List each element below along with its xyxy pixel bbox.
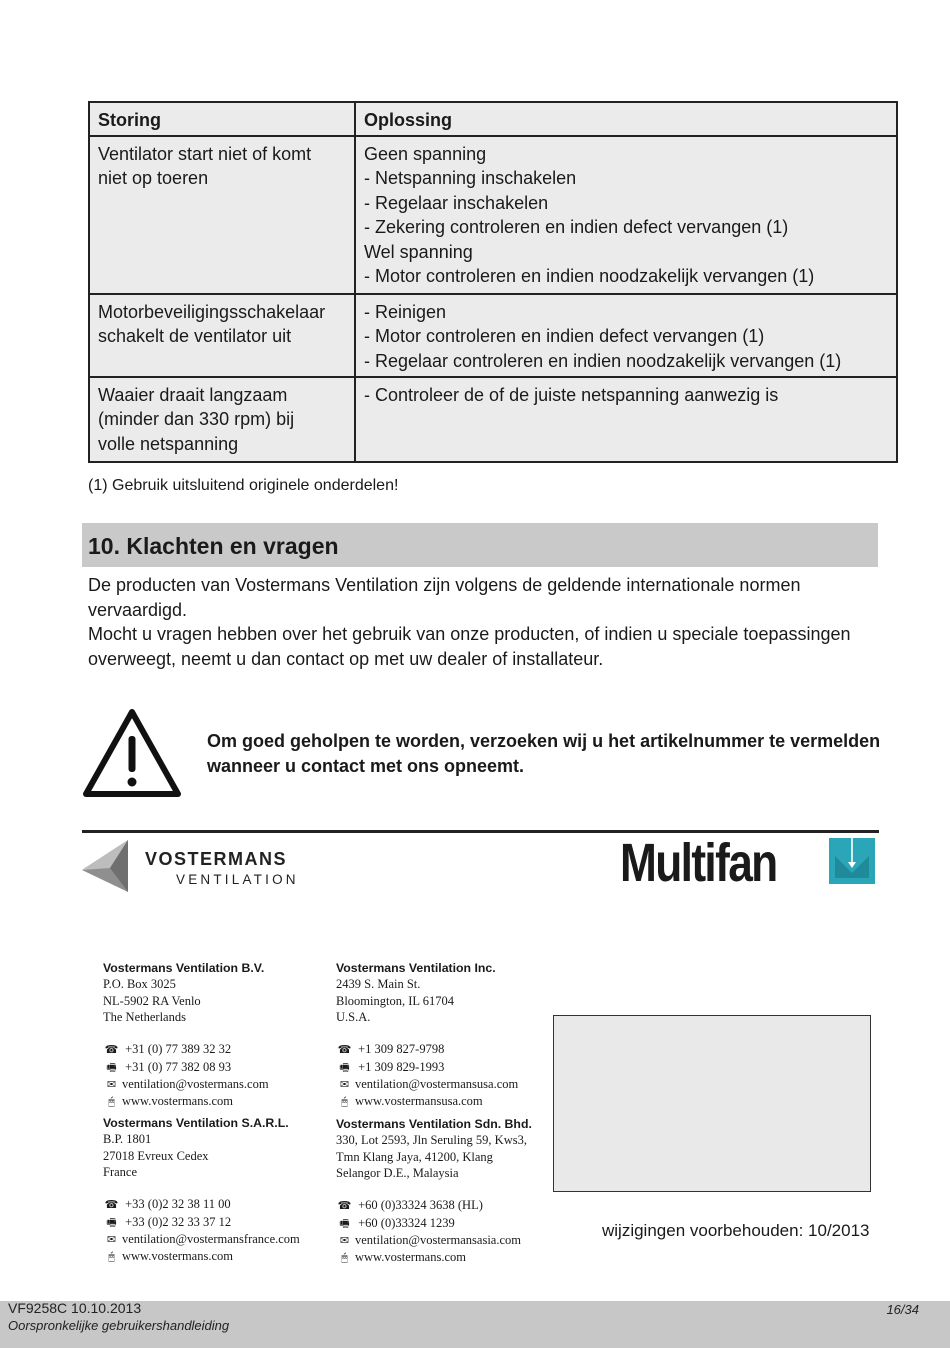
fax-icon: 🖷	[106, 1061, 117, 1074]
phone-icon: ☎	[337, 1044, 352, 1057]
fax-icon: 🖷	[339, 1061, 350, 1074]
fax-number: +1 309 829-1993	[358, 1059, 445, 1074]
web-link[interactable]: www.vostermans.com	[122, 1094, 233, 1109]
fax-number: +60 (0)33324 1239	[358, 1215, 455, 1230]
mouse-icon: 🖱	[341, 1096, 348, 1109]
solution-line: - Regelaar inschakelen	[364, 192, 549, 213]
document-code: VF9258C 10.10.2013	[8, 1300, 142, 1316]
address-line: 27018 Evreux Cedex	[103, 1148, 209, 1163]
fax-row	[103, 1214, 300, 1231]
footnote: (1) Gebruik uitsluitend originele onderdelen!	[88, 477, 399, 494]
phone-row	[103, 1196, 300, 1213]
column-header-solution: Oplossing	[355, 102, 897, 136]
email-row	[336, 1076, 518, 1093]
problem-line: Ventilator start niet of komt	[98, 143, 312, 164]
document-subtitle: Oorspronkelijke gebruikershandleiding	[8, 1318, 230, 1333]
paragraph: Mocht u vragen hebben over het gebruik van onze producten, of indien u speciale toepassingen overweegt, neemt u dan contact op met uw dealer of installateur.	[88, 624, 851, 669]
phone-icon: ☎	[104, 1044, 119, 1057]
email-link[interactable]: ventilation@vostermansusa.com	[355, 1077, 519, 1092]
fax-row	[336, 1059, 518, 1076]
company-name: Vostermans Ventilation Sdn. Bhd.	[336, 1117, 532, 1131]
web-row	[103, 1093, 269, 1110]
changes-note: wijzigingen voorbehouden: 10/2013	[602, 1221, 870, 1240]
table-row	[89, 377, 897, 462]
solution-cell	[355, 136, 897, 294]
address-line: U.S.A.	[336, 1009, 371, 1024]
problem-cell	[89, 377, 355, 462]
email-link[interactable]: ventilation@vostermansfrance.com	[122, 1232, 300, 1247]
email-row	[103, 1076, 269, 1093]
web-row	[103, 1248, 300, 1265]
mouse-icon: 🖱	[108, 1251, 115, 1264]
solution-line: Geen spanning	[364, 143, 487, 164]
phone-number: +1 309 827-9798	[358, 1042, 445, 1057]
phone-row	[336, 1197, 532, 1214]
solution-line: - Motor controleren en indien noodzakelijk vervangen (1)	[364, 266, 815, 286]
fax-number: +31 (0) 77 382 08 93	[125, 1059, 232, 1074]
fax-icon: 🖷	[339, 1217, 350, 1230]
address-line: 330, Lot 2593, Jln Seruling 59, Kws3,	[336, 1133, 527, 1148]
email-icon: ✉	[106, 1079, 117, 1092]
table-header-row	[89, 102, 897, 136]
email-link[interactable]: ventilation@vostermans.com	[122, 1077, 269, 1092]
solution-cell	[355, 294, 897, 377]
solution-cell	[355, 377, 897, 462]
phone-number: +31 (0) 77 389 32 32	[125, 1042, 232, 1057]
web-row	[336, 1093, 518, 1110]
paragraph: De producten van Vostermans Ventilation zijn volgens de geldende internationale normen vervaardigd.	[88, 575, 801, 620]
solution-line: - Controleer de of de juiste netspanning aanwezig is	[364, 384, 779, 405]
phone-row	[103, 1041, 269, 1058]
warning-triangle-icon	[82, 708, 182, 798]
problem-line: (minder dan 330 rpm) bij	[98, 409, 295, 429]
address-line: P.O. Box 3025	[103, 977, 176, 992]
solution-line: - Reinigen	[364, 301, 447, 322]
address-line: The Netherlands	[103, 1009, 186, 1024]
column-header-problem: Storing	[89, 102, 355, 136]
company-name: Vostermans Ventilation B.V.	[103, 961, 265, 975]
web-link[interactable]: www.vostermans.com	[122, 1249, 233, 1264]
phone-number: +60 (0)33324 3638 (HL)	[358, 1198, 483, 1213]
section-body	[88, 573, 878, 671]
multifan-logo: Multifan	[620, 833, 777, 893]
email-row	[103, 1231, 300, 1248]
phone-row	[336, 1041, 518, 1058]
table-row	[89, 136, 897, 294]
address-line: Selangor D.E., Malaysia	[336, 1165, 459, 1180]
vostermans-logo-icon	[80, 838, 140, 894]
contact-block-france	[103, 1115, 300, 1266]
email-icon: ✉	[106, 1234, 117, 1247]
problem-line: Waaier draait langzaam	[98, 384, 288, 405]
phone-icon: ☎	[104, 1199, 119, 1212]
troubleshooting-table	[88, 101, 898, 463]
problem-line: Motorbeveiligingsschakelaar	[98, 301, 326, 322]
address-line: Bloomington, IL 61704	[336, 993, 454, 1008]
contact-block-netherlands	[103, 960, 269, 1111]
fax-icon: 🖷	[106, 1216, 117, 1229]
company-name: Vostermans Ventilation S.A.R.L.	[103, 1116, 289, 1130]
vostermans-subtitle: VENTILATION	[176, 872, 299, 887]
fax-number: +33 (0)2 32 33 37 12	[125, 1214, 232, 1229]
web-link[interactable]: www.vostermansusa.com	[355, 1094, 483, 1109]
problem-cell	[89, 294, 355, 377]
problem-line: niet op toeren	[98, 168, 209, 188]
company-name: Vostermans Ventilation Inc.	[336, 961, 496, 975]
mouse-icon: 🖱	[341, 1252, 348, 1265]
multifan-mark-icon	[829, 838, 875, 884]
solution-line: - Zekering controleren en indien defect vervangen (1)	[364, 217, 789, 237]
page-number: 16/34	[886, 1302, 919, 1317]
address-line: NL-5902 RA Venlo	[103, 993, 201, 1008]
fax-row	[336, 1215, 532, 1232]
dealer-stamp-box	[553, 1015, 871, 1192]
warning-text: Om goed geholpen te worden, verzoeken wij u het artikelnummer te vermelden wanneer u contact met ons opneemt.	[207, 731, 881, 776]
address-line: France	[103, 1164, 138, 1179]
phone-number: +33 (0)2 32 38 11 00	[125, 1197, 231, 1212]
address-line: 2439 S. Main St.	[336, 977, 421, 992]
problem-line: schakelt de ventilator uit	[98, 326, 292, 346]
address-line: Tmn Klang Jaya, 41200, Klang	[336, 1149, 493, 1164]
email-row	[336, 1232, 532, 1249]
section-title: 10. Klachten en vragen	[88, 533, 339, 559]
solution-line: - Motor controleren en indien defect vervangen (1)	[364, 326, 765, 346]
web-row	[336, 1249, 532, 1266]
problem-cell	[89, 136, 355, 294]
email-icon: ✉	[339, 1079, 350, 1092]
table-row	[89, 294, 897, 377]
solution-line: Wel spanning	[364, 241, 473, 262]
phone-icon: ☎	[337, 1200, 352, 1213]
fax-row	[103, 1059, 269, 1076]
solution-line: - Regelaar controleren en indien noodzakelijk vervangen (1)	[364, 350, 842, 371]
web-link[interactable]: www.vostermans.com	[355, 1250, 466, 1265]
email-icon: ✉	[339, 1235, 350, 1248]
contact-block-usa	[336, 960, 518, 1111]
vostermans-name: VOSTERMANS	[145, 849, 288, 869]
contact-block-malaysia	[336, 1116, 532, 1267]
solution-line: - Netspanning inschakelen	[364, 168, 577, 188]
mouse-icon: 🖱	[108, 1096, 115, 1109]
address-line: B.P. 1801	[103, 1132, 152, 1147]
problem-line: volle netspanning	[98, 433, 239, 454]
email-link[interactable]: ventilation@vostermansasia.com	[355, 1233, 521, 1248]
